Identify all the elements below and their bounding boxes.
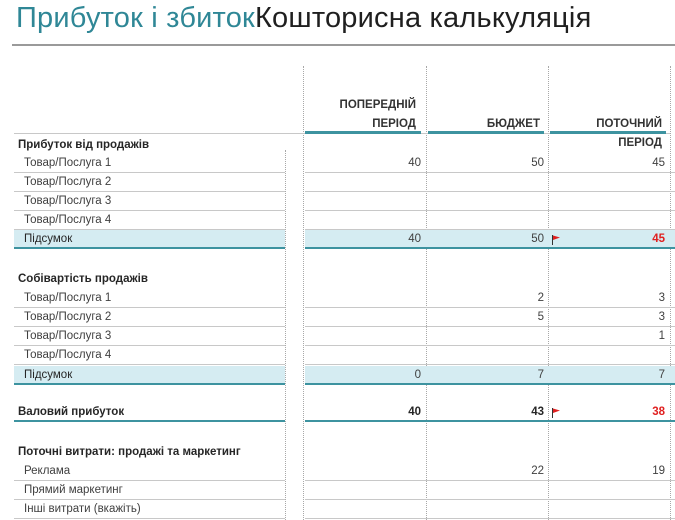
cell-current[interactable]: 45 xyxy=(652,157,665,169)
row-label: Товар/Послуга 3 xyxy=(24,195,112,207)
table-row[interactable] xyxy=(14,308,675,327)
row-label: Прямий маркетинг xyxy=(24,484,123,496)
cell-budget[interactable]: 50 xyxy=(531,157,544,169)
row-label: Товар/Послуга 4 xyxy=(24,214,112,226)
section-title-marketing: Поточні витрати: продажі та маркетинг xyxy=(18,446,241,458)
title-part1: Прибуток і збиток xyxy=(16,2,255,34)
cell-budget[interactable]: 5 xyxy=(537,311,544,323)
table-row[interactable] xyxy=(14,211,675,230)
cell-current[interactable]: 1 xyxy=(658,330,665,342)
cell-budget[interactable]: 7 xyxy=(537,369,544,381)
cell-current[interactable]: 3 xyxy=(658,292,665,304)
title-part2: Кошторисна калькуляція xyxy=(254,2,592,34)
row-label: Товар/Послуга 2 xyxy=(24,176,112,188)
cell-current[interactable]: 19 xyxy=(652,465,665,477)
cell-budget[interactable]: 2 xyxy=(537,292,544,304)
title-rule xyxy=(12,44,675,46)
column-header-previous-line2: ПЕРІОД xyxy=(372,118,416,130)
cell-previous[interactable]: 40 xyxy=(408,406,421,418)
table-row[interactable] xyxy=(14,500,675,519)
row-label: Реклама xyxy=(24,465,71,477)
subtotal-row-sales[interactable] xyxy=(14,230,675,249)
column-header-previous[interactable] xyxy=(306,96,416,134)
header-underline xyxy=(550,131,666,134)
cell-budget[interactable]: 22 xyxy=(531,465,544,477)
gross-profit-row[interactable] xyxy=(14,403,675,422)
column-header-budget[interactable]: БЮДЖЕТ xyxy=(486,118,540,130)
table-row[interactable] xyxy=(14,327,675,346)
row-label: Підсумок xyxy=(24,233,73,245)
cell-previous[interactable]: 40 xyxy=(408,157,421,169)
table-row[interactable] xyxy=(14,289,675,308)
row-label: Товар/Послуга 1 xyxy=(24,157,112,169)
table-row[interactable] xyxy=(14,154,675,173)
table-row[interactable] xyxy=(14,346,675,365)
header-underline xyxy=(305,131,421,134)
column-header-previous-line1: ПОПЕРЕДНІЙ xyxy=(339,99,416,111)
section-title-cogs: Собівартість продажів xyxy=(18,273,148,285)
row-label: Товар/Послуга 2 xyxy=(24,311,112,323)
row-label: Валовий прибуток xyxy=(18,406,125,418)
row-label: Підсумок xyxy=(24,369,73,381)
header-underline xyxy=(428,131,544,134)
cell-current[interactable]: 38 xyxy=(652,406,665,418)
section-title-sales: Прибуток від продажів xyxy=(18,139,150,151)
table-row[interactable] xyxy=(14,481,675,500)
row-label: Інші витрати (вкажіть) xyxy=(24,503,141,515)
table-row[interactable] xyxy=(14,173,675,192)
cell-current[interactable]: 7 xyxy=(658,369,665,381)
column-header-current[interactable]: ПОТОЧНИЙ ПЕРІОД xyxy=(596,118,662,149)
row-label: Товар/Послуга 1 xyxy=(24,292,112,304)
flag-icon xyxy=(551,407,561,419)
cell-current[interactable]: 45 xyxy=(652,233,665,245)
subtotal-row-cogs[interactable] xyxy=(14,366,675,385)
cell-budget[interactable]: 43 xyxy=(531,406,544,418)
cell-previous[interactable]: 40 xyxy=(408,233,421,245)
flag-icon xyxy=(551,234,561,246)
cell-current[interactable]: 3 xyxy=(658,311,665,323)
cell-budget[interactable]: 50 xyxy=(531,233,544,245)
table-row[interactable] xyxy=(14,462,675,481)
page-title xyxy=(16,2,591,35)
table-row[interactable] xyxy=(14,192,675,211)
cell-previous[interactable]: 0 xyxy=(414,369,421,381)
row-label: Товар/Послуга 4 xyxy=(24,349,112,361)
row-label: Товар/Послуга 3 xyxy=(24,330,112,342)
